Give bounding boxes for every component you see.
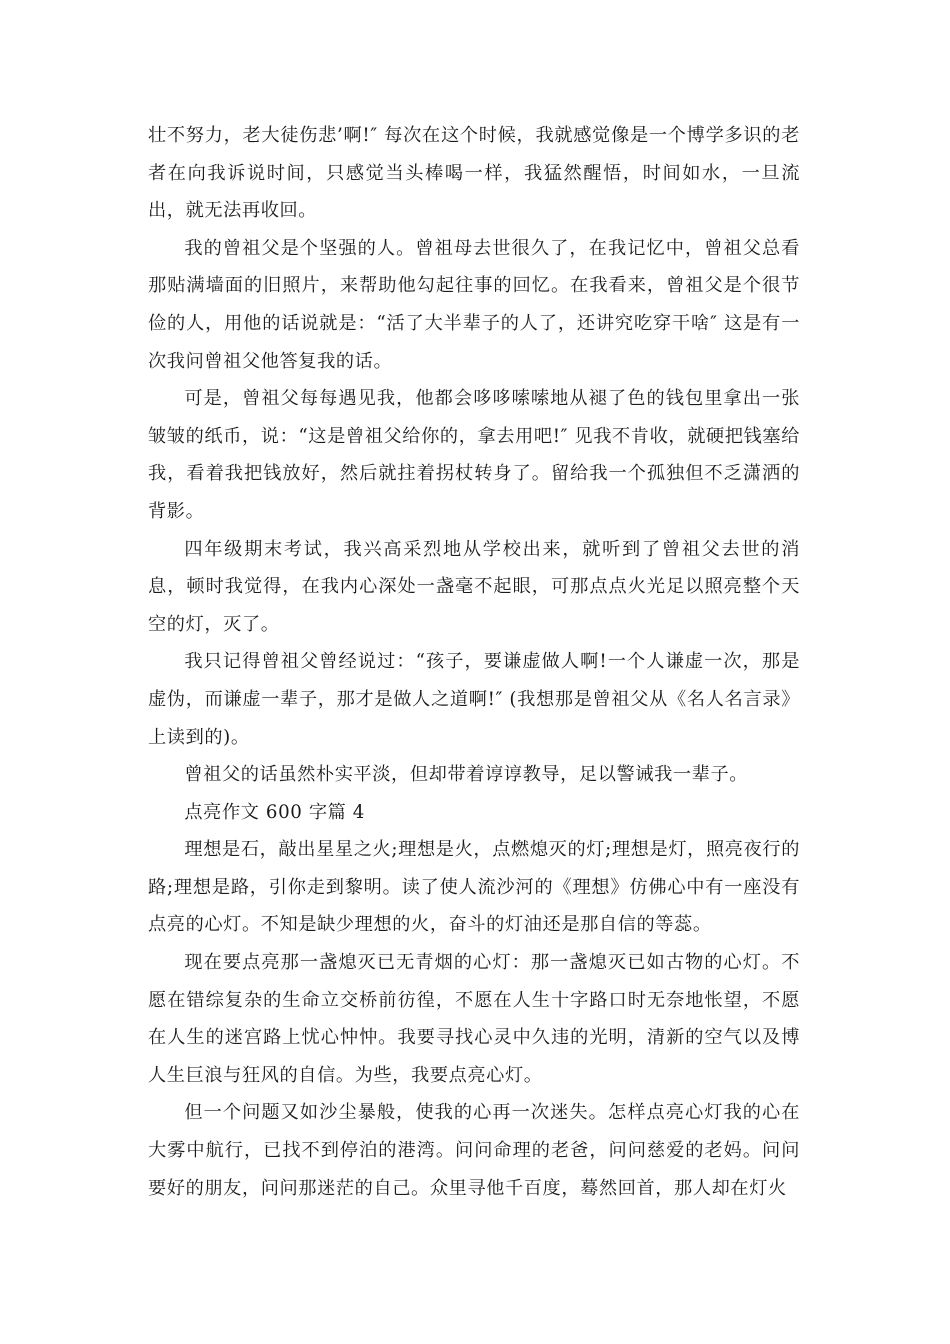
paragraph: 曾祖父的话虽然朴实平淡，但却带着谆谆教导，足以警诫我一辈子。	[184, 764, 749, 786]
paragraph: 我只记得曾祖父曾经说过：“孩子，要谦虚做人啊!一个人谦虚一次，那是虚伪，而谦虚一辈子，那才是做人之道啊!″ (我想那是曾祖父从《名人名言录》上读到的)。	[148, 651, 800, 748]
document-body	[148, 117, 800, 1207]
paragraph: 四年级期末考试，我兴高采烈地从学校出来，就听到了曾祖父去世的消息，顿时我觉得，在我内心深处一盏毫不起眼，可那点点火光足以照亮整个天空的灯，灭了。	[148, 538, 800, 635]
paragraph: 现在要点亮那一盏熄灭已无青烟的心灯：那一盏熄灭已如古物的心灯。不愿在错综复杂的生命立交桥前彷徨，不愿在人生十字路口时无奈地怅望，不愿在人生的迷宫路上忧心忡忡。我要寻找心灵中久违的光明，清新的空气以及博人生巨浪与狂风的自信。为些，我要点亮心灯。	[148, 952, 800, 1086]
paragraph: 理想是石，敲出星星之火;理想是火，点燃熄灭的灯;理想是灯，照亮夜行的路;理想是路，引你走到黎明。读了使人流沙河的《理想》仿佛心中有一座没有点亮的心灯。不知是缺少理想的火，奋斗的灯油还是那自信的等蕊。	[148, 839, 800, 936]
paragraph: 可是，曾祖父每每遇见我，他都会哆哆嗦嗦地从褪了色的钱包里拿出一张皱皱的纸币，说：“这是曾祖父给你的，拿去用吧!″ 见我不肯收，就硬把钱塞给我，看着我把钱放好，然后就拄着拐杖转身了。留给我一个孤独但不乏潇洒的背影。	[148, 388, 800, 522]
paragraph: 壮不努力，老大徒伤悲’啊!″ 每次在这个时候，我就感觉像是一个博学多识的老者在向我诉说时间，只感觉当头棒喝一样，我猛然醒悟，时间如水，一旦流出，就无法再收回。	[148, 125, 800, 222]
section-heading: 点亮作文 600 字篇 4	[184, 801, 365, 823]
paragraph: 但一个问题又如沙尘暴般，使我的心再一次迷失。怎样点亮心灯我的心在大雾中航行，已找不到停泊的港湾。问问命理的老爸，问问慈爱的老妈。问问要好的朋友，问问那迷茫的自己。众里寻他千百度，蓦然回首，那人却在灯火	[148, 1102, 800, 1199]
paragraph: 我的曾祖父是个坚强的人。曾祖母去世很久了，在我记忆中，曾祖父总看那贴满墙面的旧照片，来帮助他勾起往事的回忆。在我看来，曾祖父是个很节俭的人，用他的话说就是：“活了大半辈子的人了，还讲究吃穿干啥″ 这是有一次我问曾祖父他答复我的话。	[148, 237, 800, 372]
